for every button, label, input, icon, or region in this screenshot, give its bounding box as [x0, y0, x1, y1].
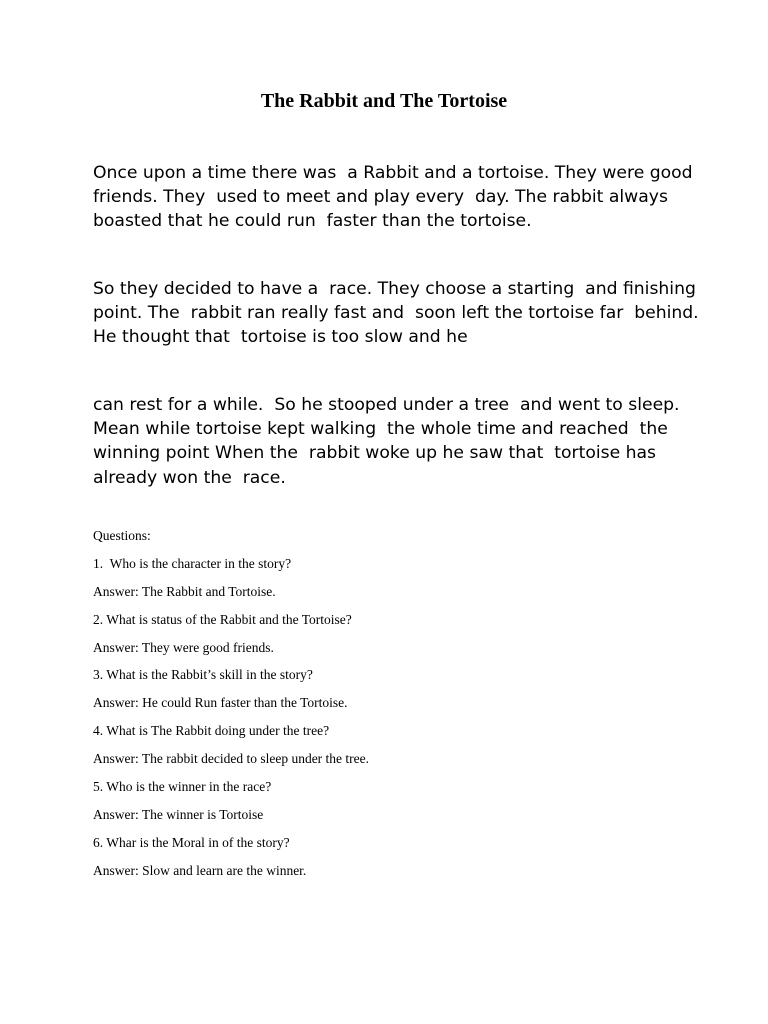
story-line: He thought that tortoise is too slow and he	[93, 327, 468, 348]
answer-1: Answer: The Rabbit and Tortoise.	[93, 583, 276, 599]
answer-2: Answer: They were good friends.	[93, 639, 274, 655]
question-4: 4. What is The Rabbit doing under the tree?	[93, 723, 330, 739]
story-paragraph-1	[93, 161, 693, 234]
question-3: 3. What is the Rabbit’s skill in the story?	[93, 667, 313, 683]
document-title: The Rabbit and The Tortoise	[260, 90, 508, 112]
question-5: 5. Who is the winner in the race?	[93, 779, 272, 795]
answer-6: Answer: Slow and learn are the winner.	[93, 862, 307, 878]
question-6: 6. Whar is the Moral in of the story?	[93, 834, 290, 850]
questions-section	[93, 528, 693, 891]
story-paragraph-3	[93, 393, 693, 490]
answer-3: Answer: He could Run faster than the Tortoise.	[93, 695, 348, 711]
story-line: Once upon a time there was a Rabbit and a tortoise. They were good	[93, 163, 693, 183]
question-1: 1. Who is the character in the story?	[93, 555, 292, 571]
answer-5: Answer: The winner is Tortoise	[93, 806, 264, 822]
answer-4: Answer: The rabbit decided to sleep under the tree.	[93, 751, 370, 767]
story-line: can rest for a while. So he stooped under a tree and went to sleep.	[93, 395, 680, 415]
question-2: 2. What is status of the Rabbit and the Tortoise?	[93, 611, 352, 627]
story-line: friends. They used to meet and play every day. The rabbit always	[93, 187, 668, 208]
story-line: Mean while tortoise kept walking the whole time and reached the	[93, 419, 668, 440]
story-line: already won the race.	[93, 467, 286, 488]
questions-heading: Questions:	[93, 528, 151, 543]
story-line: winning point When the rabbit woke up he saw that tortoise has	[93, 443, 657, 464]
story-paragraph-2	[93, 277, 699, 350]
story-line: boasted that he could run faster than the tortoise.	[93, 211, 532, 232]
story-line: point. The rabbit ran really fast and soon left the tortoise far behind.	[93, 303, 699, 324]
story-line: So they decided to have a race. They choose a starting and finishing	[93, 279, 696, 299]
